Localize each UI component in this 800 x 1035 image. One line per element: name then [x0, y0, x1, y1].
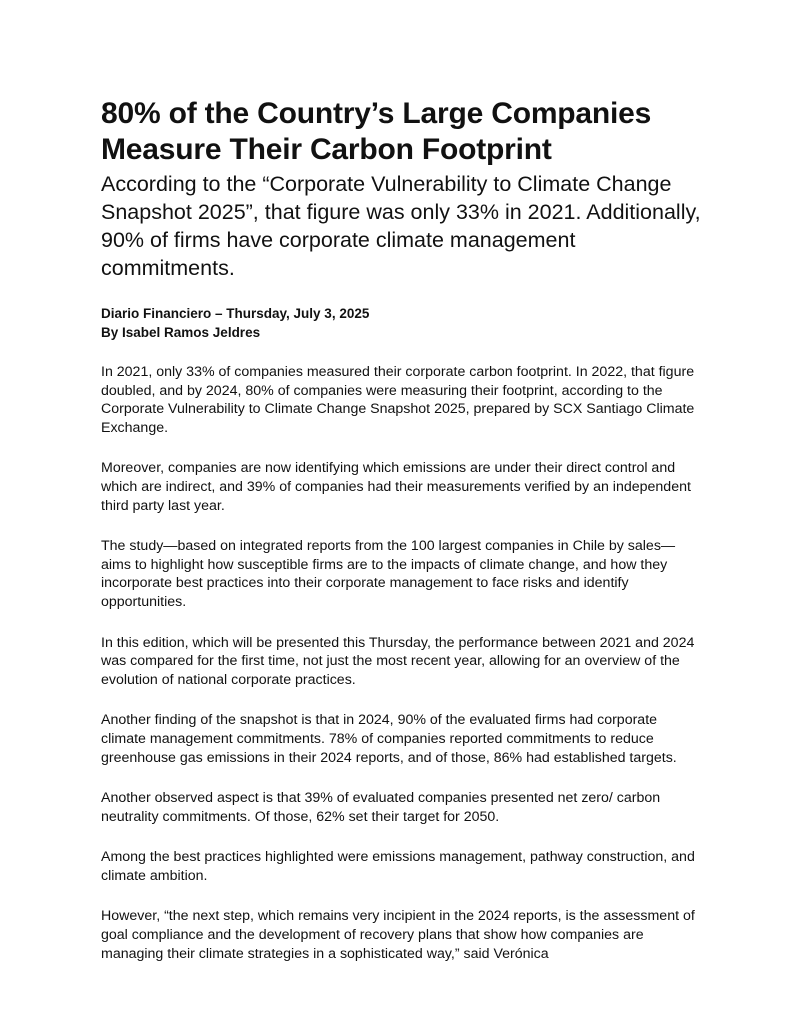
- paragraph: Moreover, companies are now identifying which emissions are under their direct control and which are indirect, and 39% of companies had their measurements verified by an independent third party last year.: [101, 460, 691, 514]
- paragraph: In this edition, which will be presented this Thursday, the performance between 2021 and 2024 was compared for the first time, not just the most recent year, allowing for an overview of the evolution of national corporate practices.: [101, 634, 695, 688]
- article-body: [101, 363, 701, 963]
- paragraph: Another finding of the snapshot is that in 2024, 90% of the evaluated firms had corporate climate management commitments. 78% of companies reported commitments to reduce greenhouse gas emissions in their 2024 reports, and of those, 86% had established targets.: [101, 712, 677, 766]
- author-line: By Isabel Ramos Jeldres: [101, 325, 261, 340]
- paragraph: The study—based on integrated reports from the 100 largest companies in Chile by sales—aims to highlight how susceptible firms are to the impacts of climate change, and how they incorporate best practices into their corporate management to face risks and identify opportunities.: [101, 538, 676, 610]
- paragraph: Another observed aspect is that 39% of evaluated companies presented net zero/ carbon neutrality commitments. Of those, 62% set their target for 2050.: [101, 790, 661, 825]
- paragraph: Among the best practices highlighted were emissions management, pathway construction, and climate ambition.: [101, 849, 695, 884]
- paragraph: In 2021, only 33% of companies measured their corporate carbon footprint. In 2022, that figure doubled, and by 2024, 80% of companies were measuring their footprint, according to the Corporate Vulnerability to Climate Change Snapshot 2025, prepared by SCX Santiago Climate Exchange.: [101, 364, 695, 436]
- subheadline: According to the “Corporate Vulnerability to Climate Change Snapshot 2025”, that figure was only 33% in 2021. Additionally, 90% of firms have corporate climate management commitments.: [101, 172, 701, 280]
- source-line: Diario Financiero – Thursday, July 3, 2025: [101, 306, 370, 321]
- headline-line-2: Measure Their Carbon Footprint: [101, 133, 552, 166]
- headline: [101, 96, 701, 168]
- article: [101, 96, 701, 985]
- headline-line-1: 80% of the Country’s Large Companies: [101, 97, 652, 130]
- byline: [101, 304, 701, 342]
- paragraph: However, “the next step, which remains very incipient in the 2024 reports, is the assessment of goal compliance and the development of recovery plans that show how companies are managing their climate strategies in a sophisticated way,” said Verónica: [101, 908, 695, 962]
